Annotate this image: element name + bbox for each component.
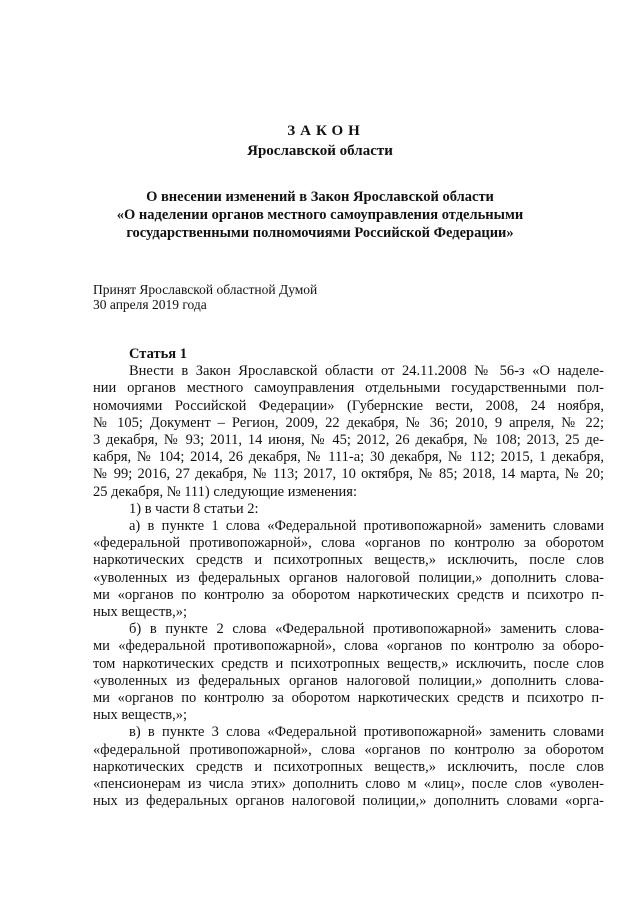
article-line: № 105; Документ – Регион, 2009, 22 декабря, № 36; 2010, 9 апреля, № 22; <box>93 414 604 431</box>
subject-line: О внесении изменений в Закон Ярославской области <box>146 189 494 205</box>
adopted-by: Принят Ярославской областной Думой <box>93 282 318 297</box>
law-subject <box>80 188 560 242</box>
article-line: ных из федеральных органов налоговой полиции,» дополнить словами «орга- <box>93 793 604 810</box>
article-line: номочиями Российской Федерации» (Губернские вести, 2008, 24 ноября, <box>93 397 604 414</box>
article-line: «пенсионерам из числа этих» дополнить слово м «лиц», после слов «уволен- <box>93 776 604 793</box>
article-line: № 99; 2016, 27 декабря, № 113; 2017, 10 октября, № 85; 2018, 14 марта, № 20; <box>93 466 604 483</box>
subject-line: государственными полномочиями Российской Федерации» <box>126 225 514 241</box>
article-line: 3 декабря, № 93; 2011, 14 июня, № 45; 2012, 26 декабря, № 108; 2013, 25 де- <box>93 432 604 449</box>
adoption-info <box>93 282 317 312</box>
law-region: Ярославской области <box>247 143 393 159</box>
article-line: «федеральной противопожарной», слова «органов по контролю за оборотом <box>93 741 604 758</box>
article-line: «уволенных из федеральных органов налоговой полиции,» дополнить слова- <box>93 672 604 689</box>
article-line: ми «органов по контролю за оборотом наркотических средств и психотро п- <box>93 690 604 707</box>
subject-line: «О наделении органов местного самоуправления отдельными <box>116 207 524 223</box>
adoption-date: 30 апреля 2019 года <box>93 297 207 312</box>
article-line: Внести в Закон Ярославской области от 24.11.2008 № 56-з «О наделе- <box>129 363 604 380</box>
article-line: кабря, № 104; 2014, 26 декабря, № 111-а; 30 декабря, № 112; 2015, 1 декабря, <box>93 449 604 466</box>
article-line: ми «органов по контролю за оборотом наркотических средств и психотро п- <box>93 586 604 603</box>
article-line: наркотических средств и психотропных веществ,» исключить, после слов <box>93 552 604 569</box>
article-line: «уволенных из федеральных органов налоговой полиции,» дополнить слова- <box>93 569 604 586</box>
article-line: а) в пункте 1 слова «Федеральной противопожарной» заменить словами <box>129 518 604 535</box>
article-body <box>93 346 604 810</box>
article-line: ных веществ,»; <box>93 604 188 621</box>
article-line: «федеральной противопожарной», слова «органов по контролю за оборотом <box>93 535 604 552</box>
article-heading: Статья 1 <box>129 346 187 362</box>
article-line: нии органов местного самоуправления отдельными государственными пол- <box>93 380 604 397</box>
article-line: том наркотических средств и психотропных веществ,» исключить, после слов <box>93 655 604 672</box>
article-line: в) в пункте 3 слова «Федеральной противопожарной» заменить словами <box>129 724 604 741</box>
article-line: наркотических средств и психотропных веществ,» исключить, после слов <box>93 758 604 775</box>
article-line: 1) в части 8 статьи 2: <box>129 500 259 517</box>
article-line: 25 декабря, № 111) следующие изменения: <box>93 483 358 500</box>
article-line: ных веществ,»; <box>93 707 188 724</box>
article-line: б) в пункте 2 слова «Федеральной противопожарной» заменить слова- <box>129 621 604 638</box>
article-line: ми «федеральной противопожарной», слова «органов по контролю за оборо- <box>93 638 604 655</box>
law-title: ЗАКОН <box>287 123 365 139</box>
